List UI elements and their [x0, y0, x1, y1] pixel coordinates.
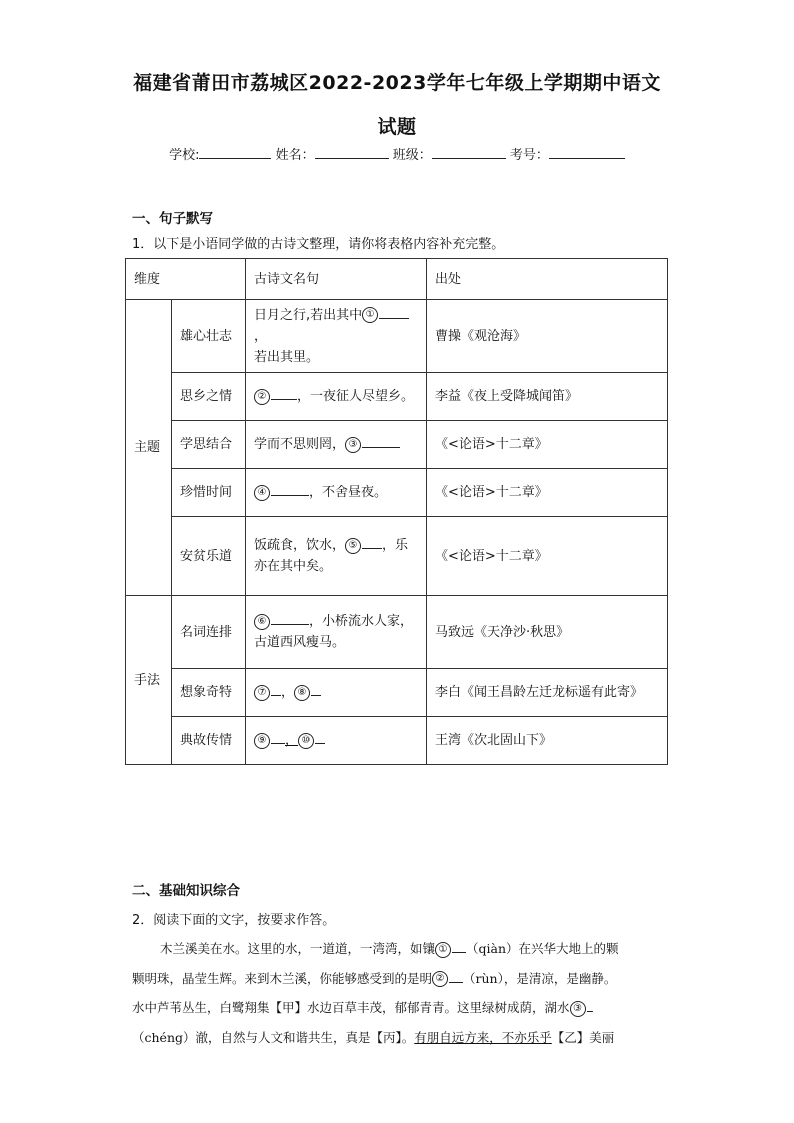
school-label: 学校: [169, 148, 200, 163]
table-row [126, 669, 668, 717]
table-row [126, 517, 668, 596]
table-row [126, 469, 668, 517]
section1-heading: 一、句子默写 [132, 211, 213, 227]
fill-blank[interactable] [271, 611, 309, 625]
blank-marker: ⑥ [254, 614, 270, 630]
header-dimension: 维度 [126, 259, 246, 300]
question1-text: 1．以下是小语同学做的古诗文整理，请你将表格内容补充完整。 [132, 237, 505, 252]
fill-blank[interactable] [362, 434, 400, 448]
blank-marker: ⑩ [298, 733, 314, 749]
class-blank[interactable] [432, 146, 506, 159]
dimension-cell: 雄心壮志 [172, 300, 246, 373]
source-cell: 《<论语>十二章》 [427, 517, 668, 596]
fill-blank[interactable] [271, 682, 281, 696]
source-cell: 李益《夜上受降城闻笛》 [427, 373, 668, 421]
header-verse: 古诗文名句 [246, 259, 427, 300]
fill-blank[interactable] [271, 386, 297, 400]
passage-line: （chéng）澈，自然与人文和谐共生，真是【丙】。有朋自远方来，不亦乐乎【乙】美丽 [132, 1029, 615, 1045]
question2-text: 2．阅读下面的文字，按要求作答。 [132, 913, 336, 928]
blank-marker: ① [362, 307, 378, 323]
verse-cell: ⑥ ，小桥流水人家， 古道西风瘦马。 [246, 596, 427, 669]
fill-blank[interactable] [271, 730, 285, 744]
blank-marker: ⑧ [294, 685, 310, 701]
dimension-cell: 典故传情 [172, 717, 246, 765]
passage-line: 颗明珠，晶莹生辉。来到木兰溪，你能够感受到的是明 ② （rùn），是清凉，是幽静。 [132, 970, 617, 986]
verse-cell: ⑨ ， ⑩ [246, 717, 427, 765]
dimension-cell: 名词连排 [172, 596, 246, 669]
fill-blank[interactable] [379, 305, 409, 319]
passage-line: 水中芦苇丛生，白鹭翔集【甲】水边百草丰茂，郁郁青青。这里绿树成荫，湖水 ③ [132, 993, 662, 1023]
source-cell: 曹操《观沧海》 [427, 300, 668, 373]
verse-cell: ⑦ ， ⑧ [246, 669, 427, 717]
group-theme: 主题 [126, 300, 172, 596]
header-source: 出处 [427, 259, 668, 300]
dimension-cell: 学思结合 [172, 421, 246, 469]
passage-line: 木兰溪美在水。这里的水，一道道，一湾湾，如镶 ① （qiàn）在兴华大地上的颗 [160, 941, 619, 956]
section2-heading: 二、基础知识综合 [132, 883, 240, 899]
name-label: 姓名： [275, 148, 315, 163]
verse-cell: 饭疏食，饮水， ⑤ ，乐 亦在其中矣。 [246, 517, 427, 596]
fill-blank[interactable] [311, 682, 321, 696]
fill-blank[interactable] [587, 998, 593, 1012]
source-cell: 马致远《天净沙·秋思》 [427, 596, 668, 669]
dimension-cell: 安贫乐道 [172, 517, 246, 596]
blank-marker: ⑦ [254, 685, 270, 701]
blank-marker: ① [435, 942, 451, 958]
verse-cell: 学而不思则罔， ③ [246, 421, 427, 469]
reading-passage [132, 934, 662, 1052]
underlined-quote: 有朋自远方来，不亦乐乎 [414, 1029, 552, 1045]
document-title-line1: 福建省莆田市荔城区2022-2023学年七年级上学期期中语文 [133, 72, 661, 94]
verse-cell: ④ ，不舍昼夜。 [246, 469, 427, 517]
source-cell: 《<论语>十二章》 [427, 469, 668, 517]
blank-marker: ⑤ [345, 538, 361, 554]
blank-marker: ④ [254, 485, 270, 501]
fill-blank[interactable] [271, 482, 309, 496]
poetry-table [125, 258, 668, 765]
student-info-line [0, 144, 794, 163]
dimension-cell: 珍惜时间 [172, 469, 246, 517]
source-cell: 李白《闻王昌龄左迁龙标遥有此寄》 [427, 669, 668, 717]
document-title-line2: 试题 [377, 116, 417, 138]
group-technique: 手法 [126, 596, 172, 765]
name-blank[interactable] [315, 146, 389, 159]
table-row [126, 596, 668, 669]
fill-blank[interactable] [315, 730, 325, 744]
fill-blank[interactable] [452, 939, 466, 953]
table-row [126, 717, 668, 765]
dimension-cell: 想象奇特 [172, 669, 246, 717]
blank-marker: ② [432, 971, 448, 987]
school-blank[interactable] [199, 146, 271, 159]
class-label: 班级： [392, 148, 432, 163]
fill-blank[interactable] [449, 969, 463, 983]
blank-marker: ③ [345, 437, 361, 453]
blank-marker: ③ [570, 1001, 586, 1017]
blank-marker: ② [254, 389, 270, 405]
fill-blank[interactable] [362, 535, 382, 549]
exam-number-label: 考号： [509, 148, 549, 163]
verse-cell: ② ，一夜征人尽望乡。 [246, 373, 427, 421]
table-row [126, 300, 668, 373]
exam-number-blank[interactable] [549, 146, 625, 159]
blank-marker: ⑨ [254, 733, 270, 749]
source-cell: 《<论语>十二章》 [427, 421, 668, 469]
source-cell: 王湾《次北固山下》 [427, 717, 668, 765]
dimension-cell: 思乡之情 [172, 373, 246, 421]
table-row [126, 421, 668, 469]
verse-cell: 日月之行,若出其中 ①， 若出其里。 [246, 300, 427, 373]
table-row [126, 373, 668, 421]
table-header-row [126, 259, 668, 300]
